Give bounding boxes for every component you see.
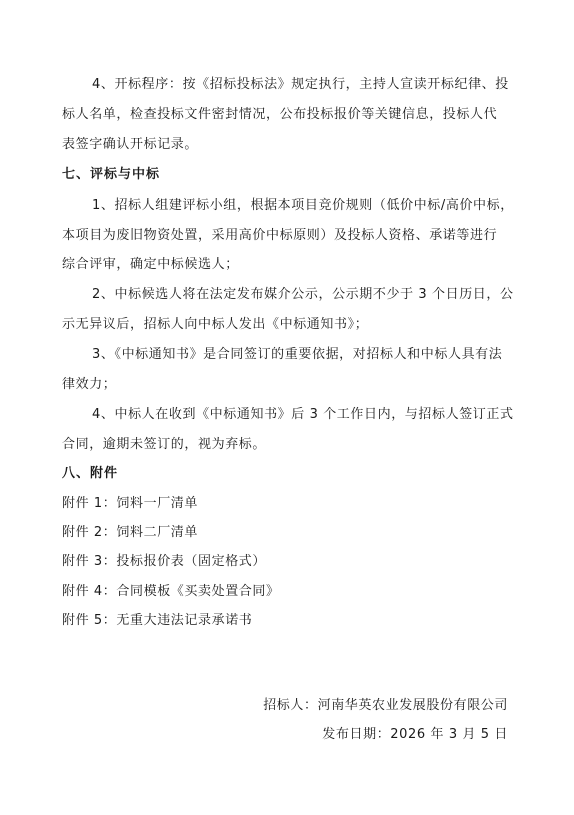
paragraph-line: 1、招标人组建评标小组，根据本项目竞价规则（低价中标/高价中标， <box>92 198 514 213</box>
paragraph-line: 律效力； <box>62 377 117 392</box>
paragraph-line: 2、中标候选人将在法定发布媒介公示，公示期不少于 3 个日历日，公 <box>92 287 514 302</box>
paragraph-line: 综合评审，确定中标候选人； <box>62 257 239 272</box>
paragraph-line: 4、中标人在收到《中标通知书》后 3 个工作日内，与招标人签订正式 <box>92 407 514 422</box>
attachment-item: 附件 5：无重大违法记录承诺书 <box>62 613 253 628</box>
attachment-item: 附件 3：投标报价表（固定格式） <box>62 554 267 569</box>
paragraph-line: 示无异议后，招标人向中标人发出《中标通知书》； <box>62 317 369 332</box>
publish-date: 发布日期：2026 年 3 月 5 日 <box>322 727 508 742</box>
paragraph-line: 合同，逾期未签订的，视为弃标。 <box>62 437 267 452</box>
paragraph-line: 标人名单，检查投标文件密封情况，公布投标报价等关键信息，投标人代 <box>62 107 498 122</box>
attachment-item: 附件 2：饲料二厂清单 <box>62 525 199 540</box>
attachment-item: 附件 1：饲料一厂清单 <box>62 496 199 511</box>
section-heading: 七、评标与中标 <box>62 167 161 182</box>
paragraph-line: 3、《中标通知书》是合同签订的重要依据，对招标人和中标人具有法 <box>92 347 503 362</box>
section-heading: 八、附件 <box>62 466 119 481</box>
paragraph-line: 本项目为废旧物资处置，采用高价中标原则）及投标人资格、承诺等进行 <box>62 228 498 243</box>
paragraph-line: 4、开标程序：按《招标投标法》规定执行，主持人宣读开标纪律、投 <box>92 77 509 92</box>
tenderer-signature: 招标人：河南华英农业发展股份有限公司 <box>263 698 508 713</box>
paragraph-line: 表签字确认开标记录。 <box>62 137 199 152</box>
attachment-item: 附件 4：合同模板《买卖处置合同》 <box>62 584 280 599</box>
